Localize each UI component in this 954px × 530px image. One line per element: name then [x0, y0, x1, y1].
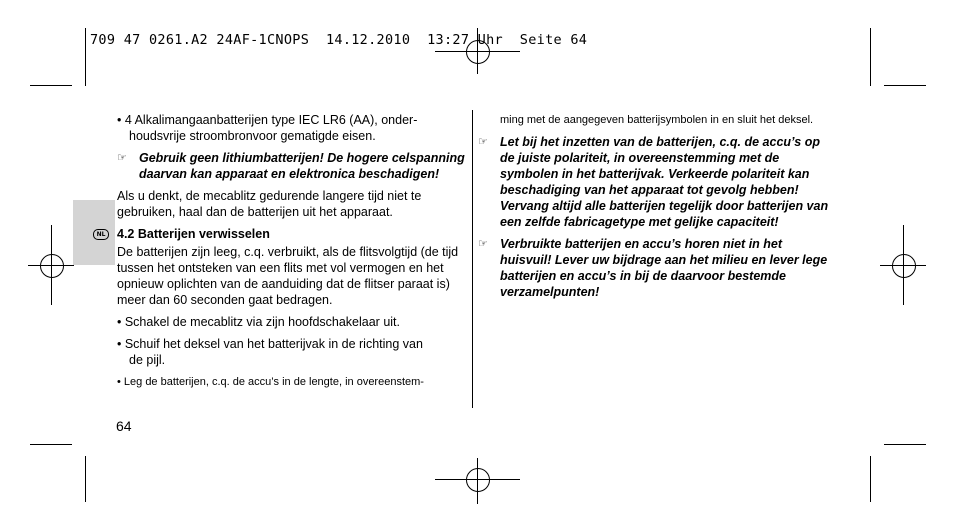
- page-number: 64: [116, 418, 132, 434]
- hint-text: Let bij het inzetten van de batterijen, c.q. de accu’s op de juiste polariteit, in overeenstemming met de symbolen in het batterijvak. Verkeerde polariteit kan beschadiging van het apparaat tot gevolg hebben! Vervang altijd alle batterijen tegelijk door batterijen van een zelfde fabricagetype met gelijke capaciteit!: [500, 135, 829, 229]
- crop-mark: [870, 456, 871, 502]
- hint-disposal: [478, 236, 830, 300]
- right-column: [478, 112, 830, 306]
- bullet-slide-cover: • Schuif het deksel van het batterijvak in de richting van de pijl.: [117, 337, 423, 367]
- crop-mark: [85, 456, 86, 502]
- bullet-batteries: • 4 Alkalimangaanbatterijen type IEC LR6 (AA), onder-houdsvrije stroombronvoor gematigde eisen.: [117, 113, 418, 143]
- language-badge: NL: [93, 229, 109, 240]
- column-divider: [472, 110, 473, 408]
- hint-polarity: [478, 134, 830, 230]
- pointing-hand-icon: ☞: [478, 136, 488, 148]
- registration-mark-line: [435, 479, 520, 480]
- paragraph-empty: De batterijen zijn leeg, c.q. verbruikt, als de flitsvolgtijd (de tijd tussen het ontsteken van een flits met vol vermogen en het opnieuw oplichten van de aanduiding dat de flitser paraat is) meer dan 60 seconden gaat bedragen.: [117, 245, 459, 307]
- registration-mark-line: [880, 265, 926, 266]
- crop-mark: [870, 28, 871, 86]
- bullet-insert: • Leg de batterijen, c.q. de accu’s in de lengte, in overeenstem-: [117, 376, 424, 388]
- section-heading: 4.2 Batterijen verwisselen: [117, 227, 270, 241]
- crop-mark: [85, 28, 86, 86]
- crop-mark: [884, 444, 926, 445]
- pointing-hand-icon: ☞: [117, 152, 127, 164]
- hint-lithium: [117, 150, 467, 182]
- hint-text: Gebruik geen lithiumbatterijen! De hogere celspanning daarvan kan apparaat en elektronica beschadigen!: [139, 151, 465, 181]
- registration-mark: [466, 468, 490, 492]
- print-header: 709 47 0261.A2 24AF-1CNOPS 14.12.2010 13:27 Uhr Seite 64: [90, 32, 588, 48]
- registration-mark: [892, 254, 916, 278]
- registration-mark-line: [477, 458, 478, 504]
- crop-mark: [30, 444, 72, 445]
- hint-text: Verbruikte batterijen en accu’s horen niet in het huisvuil! Lever uw bijdrage aan het milieu en lever lege batterijen en accu’s in bij de daarvoor bestemde verzamelpunten!: [500, 237, 828, 299]
- bullet-switch-off: • Schakel de mecablitz via zijn hoofdschakelaar uit.: [117, 315, 400, 329]
- left-column: [117, 112, 467, 396]
- crop-mark: [884, 85, 926, 86]
- registration-mark-line: [28, 265, 74, 266]
- crop-mark: [30, 85, 72, 86]
- paragraph-remove: Als u denkt, de mecablitz gedurende langere tijd niet te gebruiken, haal dan de batterijen uit het apparaat.: [117, 189, 422, 219]
- registration-mark: [40, 254, 64, 278]
- continuation-text: ming met de aangegeven batterijsymbolen in en sluit het deksel.: [500, 114, 814, 126]
- registration-mark-line: [435, 51, 520, 52]
- pointing-hand-icon: ☞: [478, 238, 488, 250]
